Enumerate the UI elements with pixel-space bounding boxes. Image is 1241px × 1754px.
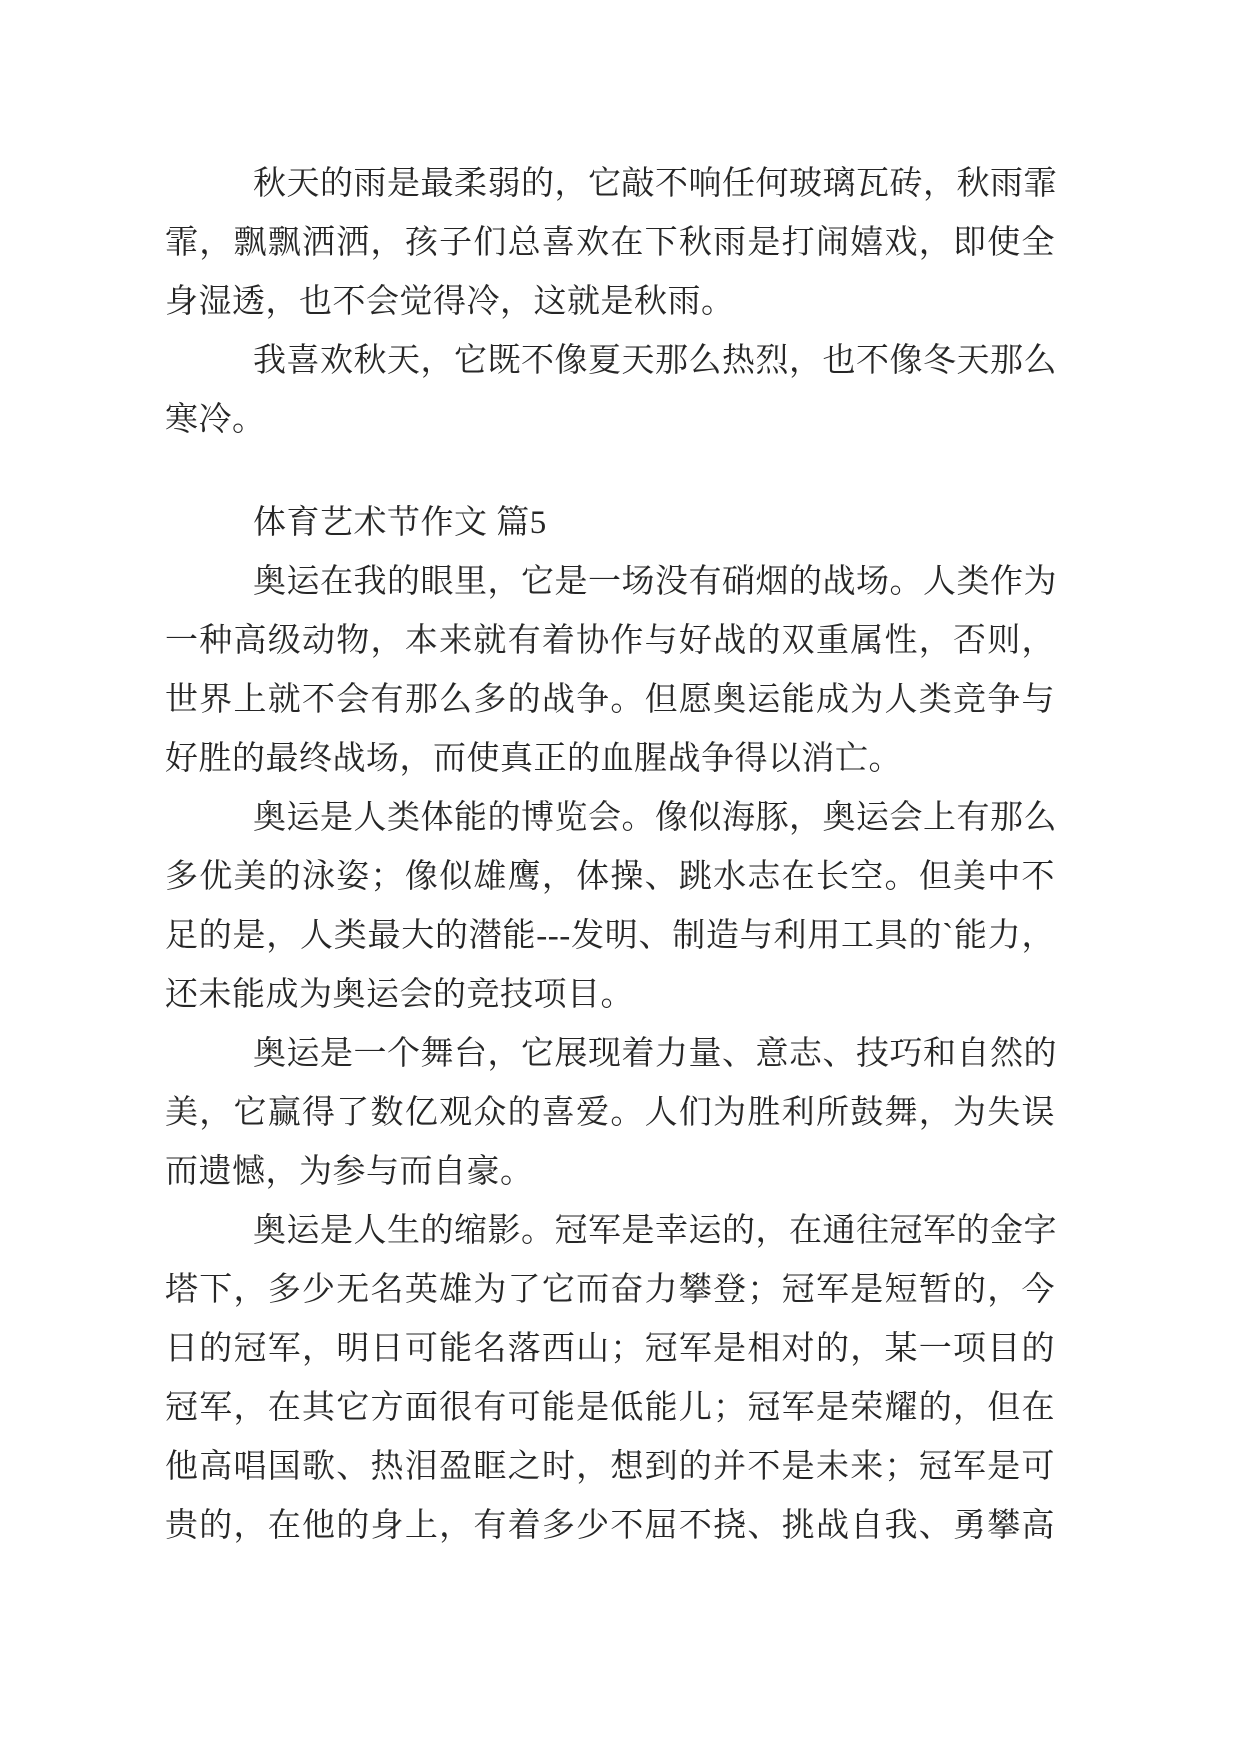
essay-line: 日的冠军，明日可能名落西山；冠军是相对的，某一项目的 [165, 1331, 1055, 1367]
essay-line: 好胜的最终战场，而使真正的血腥战争得以消亡。 [165, 741, 902, 777]
document-body [165, 155, 1055, 1556]
section-heading: 体育艺术节作文 篇5 [253, 505, 547, 541]
essay-line: 世界上就不会有那么多的战争。但愿奥运能成为人类竞争与 [165, 682, 1055, 718]
essay-line: 我喜欢秋天，它既不像夏天那么热烈，也不像冬天那么 [253, 343, 1057, 379]
essay-line: 奥运是人生的缩影。冠军是幸运的，在通往冠军的金字 [253, 1213, 1057, 1249]
essay-line: 霏，飘飘洒洒，孩子们总喜欢在下秋雨是打闹嬉戏，即使全 [165, 225, 1055, 261]
essay-line: 秋天的雨是最柔弱的，它敲不响任何玻璃瓦砖，秋雨霏 [253, 166, 1057, 202]
essay-line: 贵的，在他的身上，有着多少不屈不挠、挑战自我、勇攀高 [165, 1508, 1055, 1544]
essay-line: 身湿透，也不会觉得冷，这就是秋雨。 [165, 284, 735, 320]
essay-line: 多优美的泳姿；像似雄鹰，体操、跳水志在长空。但美中不 [165, 859, 1055, 895]
essay-line: 塔下，多少无名英雄为了它而奋力攀登；冠军是短暂的，今 [165, 1272, 1055, 1308]
essay-line: 还未能成为奥运会的竞技项目。 [165, 977, 634, 1013]
essay-line: 一种高级动物，本来就有着协作与好战的双重属性，否则， [165, 623, 1055, 659]
essay-line: 美，它赢得了数亿观众的喜爱。人们为胜利所鼓舞，为失误 [165, 1095, 1055, 1131]
essay-line: 寒冷。 [165, 402, 266, 438]
essay-line: 奥运是人类体能的博览会。像似海豚，奥运会上有那么 [253, 800, 1057, 836]
essay-line: 他高唱国歌、热泪盈眶之时，想到的并不是未来；冠军是可 [165, 1449, 1055, 1485]
essay-line: 奥运在我的眼里，它是一场没有硝烟的战场。人类作为 [253, 564, 1057, 600]
essay-line: 而遗憾，为参与而自豪。 [165, 1154, 534, 1190]
essay-line: 足的是，人类最大的潜能---发明、制造与利用工具的`能力， [165, 918, 1055, 954]
essay-line: 冠军，在其它方面很有可能是低能儿；冠军是荣耀的，但在 [165, 1390, 1055, 1426]
essay-line: 奥运是一个舞台，它展现着力量、意志、技巧和自然的 [253, 1036, 1057, 1072]
